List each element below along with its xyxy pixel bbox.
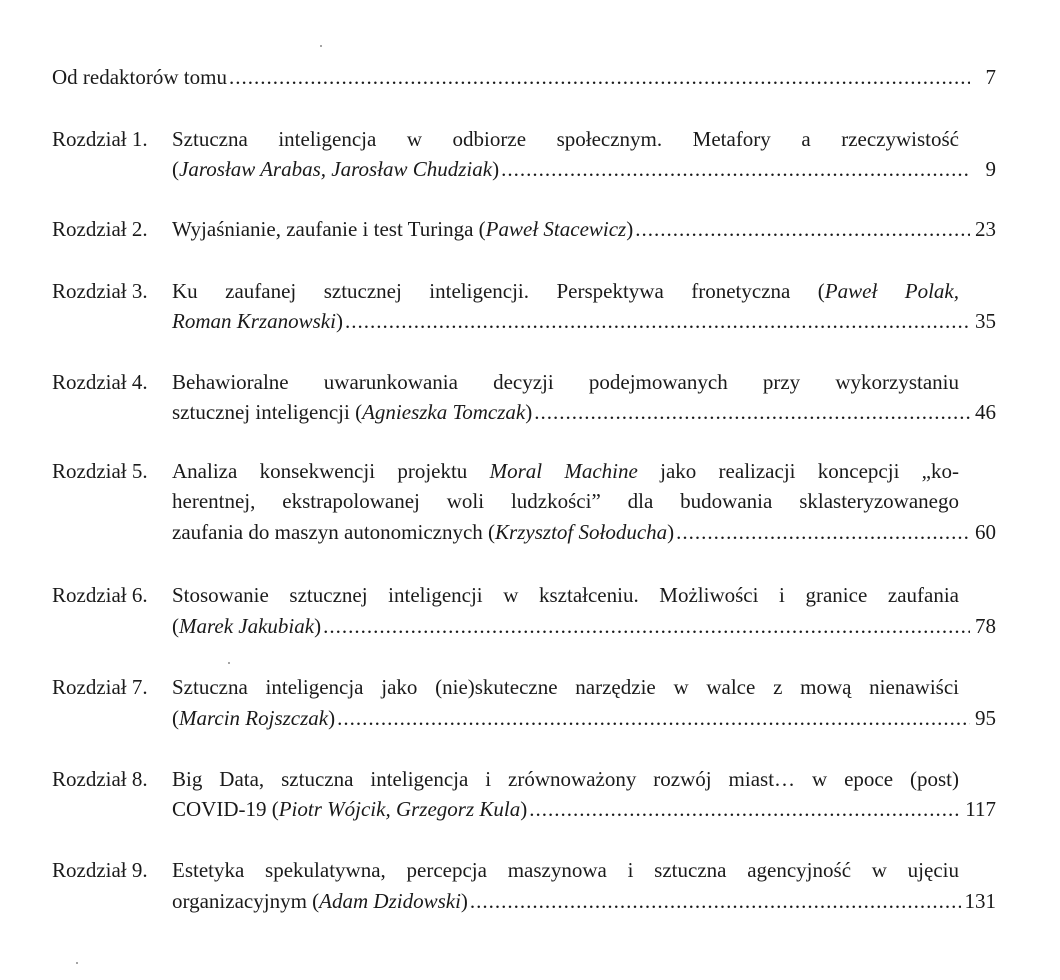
- chapter-label: Rozdział 9.: [52, 858, 148, 882]
- author-names: Roman Krzanowski: [172, 309, 336, 333]
- toc-line: Estetyka spekulatywna, percepcja maszynowa i sztuczna agencyjność w ujęciu: [172, 858, 959, 882]
- toc-line: ( Marek Jakubiak ) ..... 78: [172, 612, 996, 640]
- toc-line: Stosowanie sztucznej inteligencji w kształceniu. Możliwości i granice zaufania: [172, 583, 959, 607]
- page-number: 78: [975, 614, 996, 638]
- toc-line: Ku zaufanej sztucznej inteligencji. Perspektywa fronetyczna (Paweł Polak,: [172, 279, 959, 303]
- author-names: Paweł Polak,: [824, 279, 959, 303]
- page-number: 60: [975, 520, 996, 544]
- dot-leader: [470, 887, 961, 915]
- toc-line: organizacyjnym ( Adam Dzidowski ) ..... 131: [172, 887, 996, 915]
- toc-line: COVID-19 ( Piotr Wójcik, Grzegorz Kula ) ..... 117: [172, 795, 996, 823]
- author-names: Adam Dzidowski: [319, 889, 461, 913]
- page-number: 23: [975, 217, 996, 241]
- toc-line: ( Marcin Rojszczak ) ..... 95: [172, 704, 996, 732]
- chapter-label: Rozdział 3.: [52, 279, 148, 303]
- toc-line: [172, 125, 959, 153]
- page-number: 35: [975, 309, 996, 333]
- chapter-label: Rozdział 7.: [52, 675, 148, 699]
- author-names: Marek Jakubiak: [179, 614, 315, 638]
- scan-speck: [76, 962, 78, 964]
- toc-line: Sztuczna inteligencja jako (nie)skuteczne narzędzie w walce z mową nienawiści: [172, 675, 959, 699]
- toc-line: [52, 63, 996, 91]
- author-names: Piotr Wójcik, Grzegorz Kula: [278, 797, 521, 821]
- dot-leader: [501, 155, 970, 183]
- author-names: Krzysztof Sołoducha: [495, 520, 668, 544]
- chapter-label: Rozdział 6.: [52, 583, 148, 607]
- page-number: 46: [975, 400, 996, 424]
- toc-line: Behawioralne uwarunkowania decyzji podejmowanych przy wykorzystaniu: [172, 370, 959, 394]
- page-number: 9: [985, 157, 996, 181]
- dot-leader: [635, 215, 970, 243]
- chapter-label: Rozdział 1.: [52, 127, 148, 151]
- dot-leader: [345, 307, 970, 335]
- chapter-label: Rozdział 5.: [52, 459, 148, 483]
- dot-leader: [529, 795, 961, 823]
- author-names: Agnieszka Tomczak: [362, 400, 526, 424]
- entry-title: Sztuczna inteligencja w odbiorze społecznym. Metafory a rzeczywistość: [172, 127, 959, 151]
- author-names: Marcin Rojszczak: [179, 706, 329, 730]
- page-number: 7: [985, 65, 996, 89]
- dot-leader: [229, 63, 970, 91]
- toc-line: herentnej, ekstrapolowanej woli ludzkości” dla budowania sklasteryzowanego: [172, 489, 959, 513]
- page-number: 117: [965, 797, 996, 821]
- toc-line: sztucznej inteligencji ( Agnieszka Tomczak ) ..... 46: [172, 398, 996, 426]
- dot-leader: [676, 518, 970, 546]
- project-name: Moral Machine: [489, 459, 638, 483]
- dot-leader: [534, 398, 970, 426]
- toc-line: Roman Krzanowski ) ..... 35: [172, 307, 996, 335]
- toc-line: Analiza konsekwencji projektu Moral Machine jako realizacji koncepcji „ko-: [172, 459, 959, 483]
- toc-line: Wyjaśnianie, zaufanie i test Turinga ( Paweł Stacewicz ) ..... 23: [172, 215, 996, 243]
- author-names: Jarosław Arabas, Jarosław Chudziak: [179, 157, 493, 181]
- entry-title: Od redaktorów tomu: [52, 65, 227, 89]
- page-number: 95: [975, 706, 996, 730]
- dot-leader: [337, 704, 970, 732]
- dot-leader: [323, 612, 970, 640]
- toc-line: Big Data, sztuczna inteligencja i zrównoważony rozwój miast… w epoce (post): [172, 767, 959, 791]
- scan-speck: [320, 45, 322, 47]
- toc-line: ( Jarosław Arabas, Jarosław Chudziak ) ..... 9: [172, 155, 996, 183]
- toc-line: zaufania do maszyn autonomicznych ( Krzysztof Sołoducha ) ..... 60: [172, 518, 996, 546]
- scan-speck: [228, 662, 230, 664]
- chapter-label: Rozdział 8.: [52, 767, 148, 791]
- author-names: Paweł Stacewicz: [485, 217, 627, 241]
- chapter-label: Rozdział 2.: [52, 217, 148, 241]
- page-number: 131: [964, 889, 996, 913]
- chapter-label: Rozdział 4.: [52, 370, 148, 394]
